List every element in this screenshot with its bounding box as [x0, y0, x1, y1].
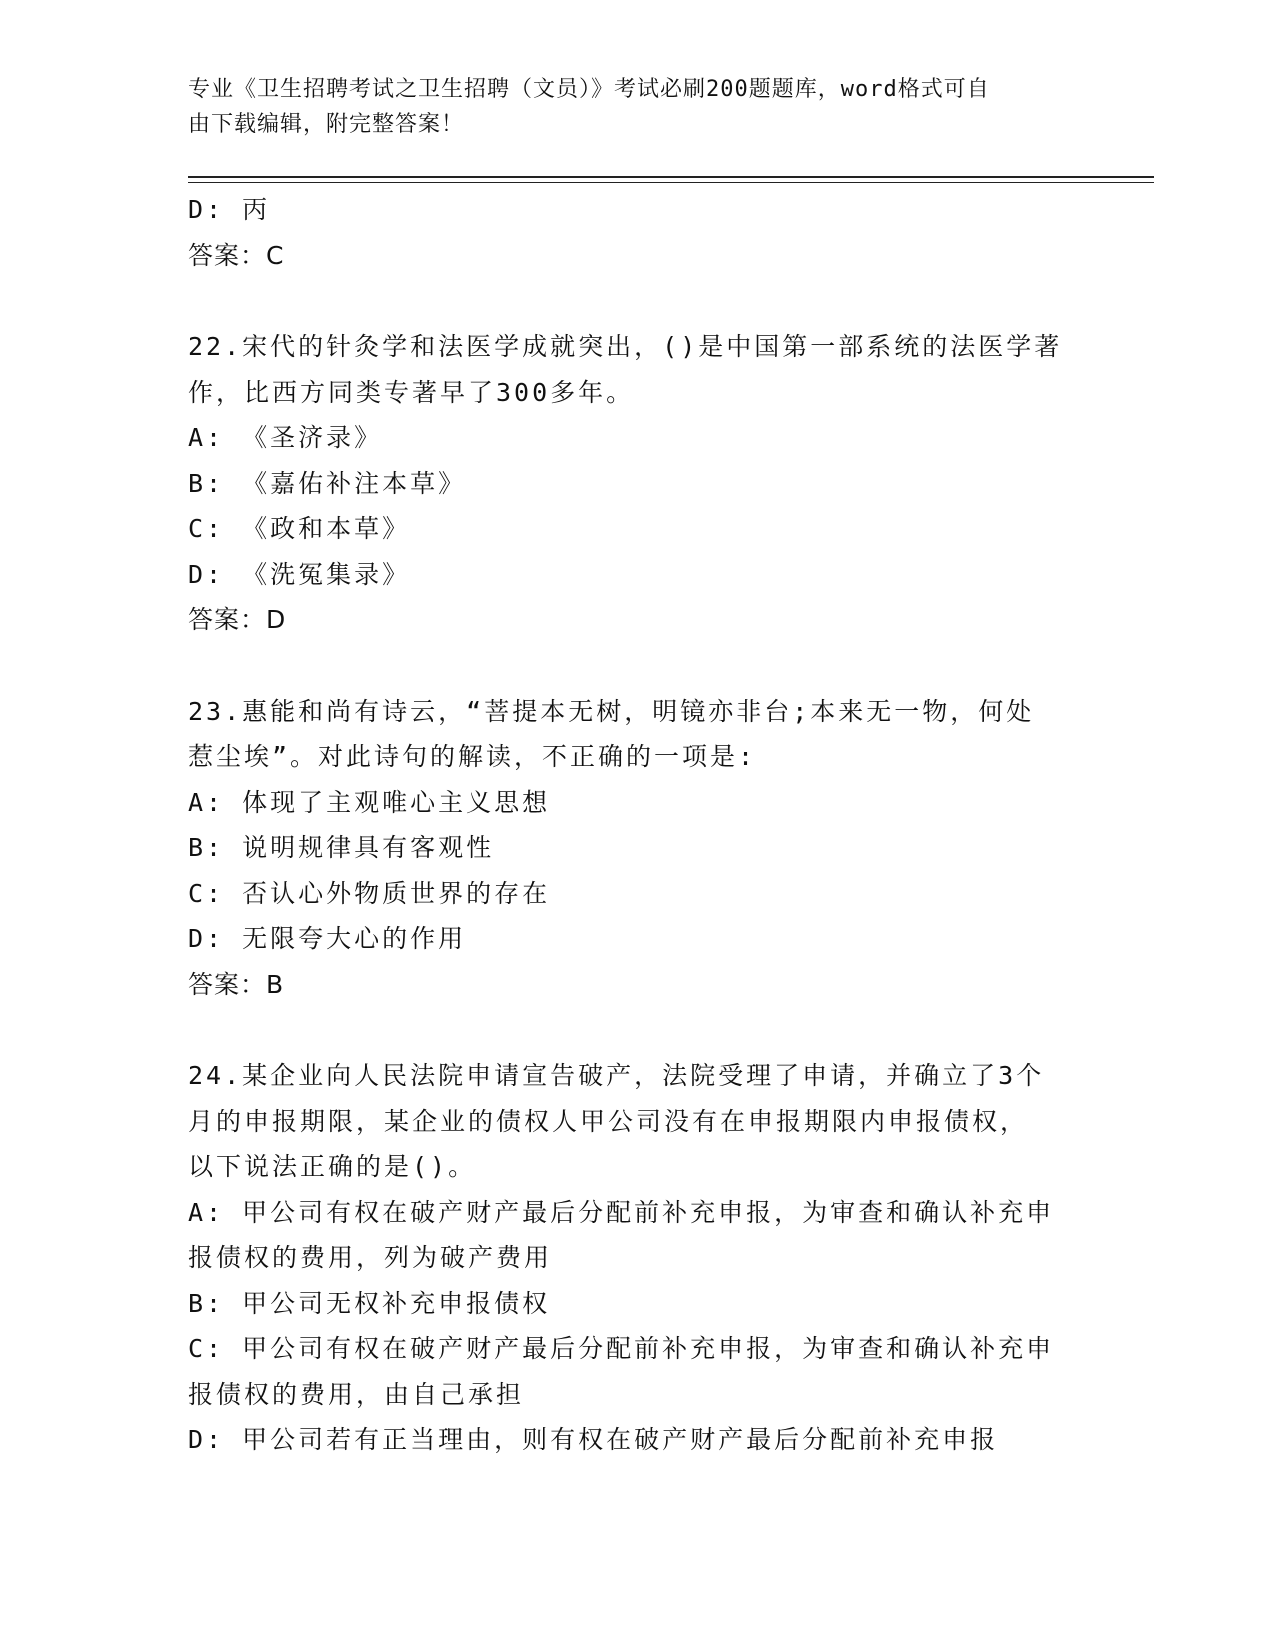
option-d: D: 无限夸大心的作用 — [188, 924, 467, 953]
question-gap — [188, 1007, 1068, 1053]
option-c: C: 否认心外物质世界的存在 — [188, 878, 551, 908]
header-line-1: 专业《卫生招聘考试之卫生招聘（文员）》考试必刷200题题库，word格式可自 — [188, 77, 990, 102]
question-gap — [188, 643, 1068, 689]
question-stem: 23.惠能和尚有诗云，“菩提本无树，明镜亦非台;本来无一物，何处 — [188, 696, 1035, 726]
option-c: C: 甲公司有权在破产财产最后分配前补充申报，为审查和确认补充申 — [188, 1334, 1055, 1363]
answer-label: 答案：D — [188, 605, 287, 634]
question-stem: 月的申报期限，某企业的债权人甲公司没有在申报期限内申报债权， — [188, 1106, 1029, 1136]
question-stem: 24.某企业向人民法院申请宣告破产，法院受理了申请，并确立了3个 — [188, 1061, 1045, 1090]
question-stem: 以下说法正确的是()。 — [188, 1152, 477, 1181]
option-b: B: 说明规律具有客观性 — [188, 833, 495, 862]
question-stem: 作，比西方同类专著早了300多年。 — [188, 377, 635, 407]
answer-label: 答案：B — [188, 969, 285, 999]
question-21-tail — [188, 187, 1068, 278]
question-stem: 惹尘埃”。对此诗句的解读，不正确的一项是: — [188, 742, 757, 771]
question-24 — [188, 1053, 1068, 1463]
header-rule-thin — [188, 182, 1154, 183]
option-c: C: 《政和本草》 — [188, 514, 411, 543]
option-d: D: 甲公司若有正当理由，则有权在破产财产最后分配前补充申报 — [188, 1425, 999, 1454]
option-b: B: 甲公司无权补充申报债权 — [188, 1288, 551, 1318]
option-d: D: 丙 — [188, 195, 271, 224]
option-a: A: 甲公司有权在破产财产最后分配前补充申报，为审查和确认补充申 — [188, 1197, 1055, 1227]
option-d: D: 《洗冤集录》 — [188, 559, 411, 589]
option-a-continued: 报债权的费用，列为破产费用 — [188, 1243, 553, 1272]
question-stem: 22.宋代的针灸学和法医学成就突出，()是中国第一部系统的法医学著 — [188, 332, 1063, 361]
option-b: B: 《嘉佑补注本草》 — [188, 468, 467, 498]
question-list — [188, 187, 1068, 1463]
document-header — [188, 72, 1068, 142]
option-c-continued: 报债权的费用，由自己承担 — [188, 1379, 525, 1409]
header-rule-thick — [188, 176, 1154, 178]
option-a: A: 《圣济录》 — [188, 423, 383, 452]
header-line-2: 由下载编辑，附完整答案！ — [188, 112, 465, 137]
option-a: A: 体现了主观唯心主义思想 — [188, 787, 551, 817]
answer-label: 答案：C — [188, 240, 285, 270]
question-23 — [188, 689, 1068, 1008]
question-gap — [188, 278, 1068, 324]
question-22 — [188, 324, 1068, 643]
